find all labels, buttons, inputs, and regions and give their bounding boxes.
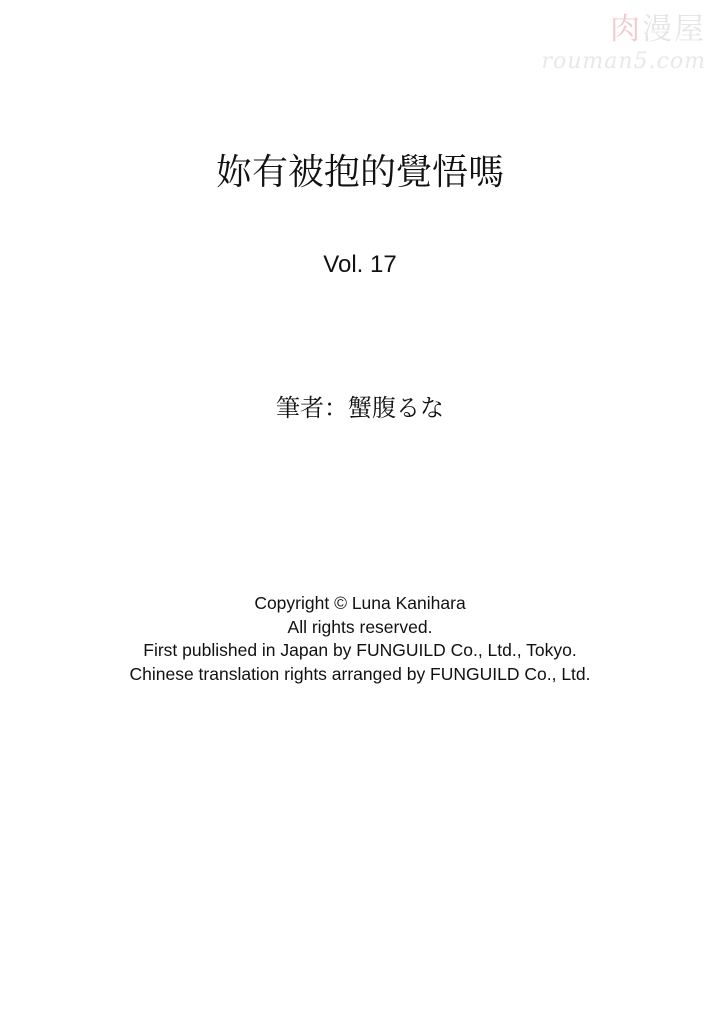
translation-rights-line: Chinese translation rights arranged by FUNGUILD Co., Ltd. xyxy=(129,663,591,684)
watermark-url: rouman5.com xyxy=(541,49,706,74)
first-published-line: First published in Japan by FUNGUILD Co., Ltd., Tokyo. xyxy=(143,640,577,660)
author-credit: 筆者：蟹腹るな xyxy=(276,394,444,422)
copyright-block xyxy=(0,592,720,686)
watermark-char-2: 漫屋 xyxy=(642,12,706,47)
volume-number: Vol. 17 xyxy=(323,251,397,278)
site-watermark xyxy=(506,12,706,74)
book-title: 妳有被抱的覺悟嗎 xyxy=(215,152,504,193)
watermark-logo xyxy=(506,12,706,48)
copyright-line: Copyright © Luna Kanihara xyxy=(254,593,466,613)
rights-reserved-line: All rights reserved. xyxy=(287,616,433,637)
watermark-char-1: 肉 xyxy=(610,12,642,47)
